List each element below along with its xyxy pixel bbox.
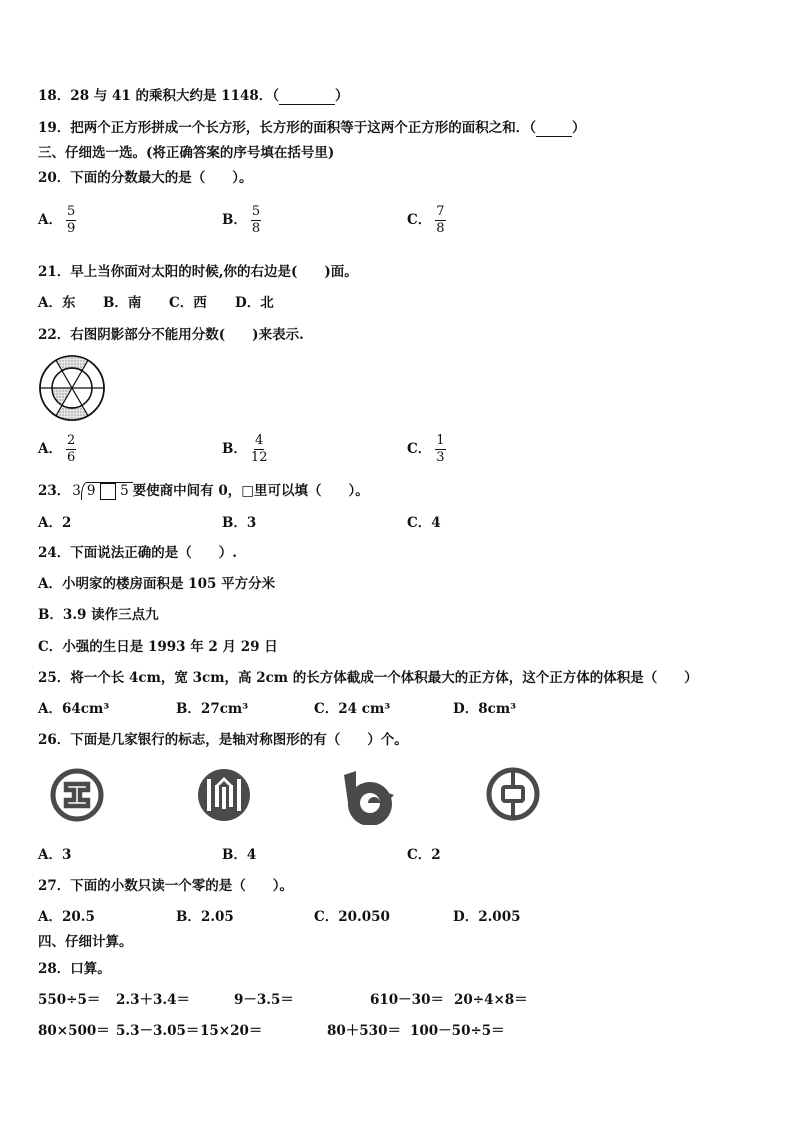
option-c[interactable]: [407, 205, 446, 236]
calc-item: 2.3＋3.4＝: [116, 992, 190, 1008]
option-text: 8cm³: [478, 701, 517, 717]
question-number: 26．: [38, 732, 71, 748]
question-number: 22．: [38, 327, 71, 343]
option-label: C．: [407, 441, 432, 457]
question-number: 18．: [38, 88, 71, 104]
calc-item: 9－3.5＝: [234, 992, 294, 1008]
question-number: 24．: [38, 545, 71, 561]
long-division-bracket: [81, 482, 133, 500]
option-text: 小强的生日是 1993 年 2 月 29 日: [62, 639, 278, 655]
option-text: 3: [61, 847, 72, 863]
option-label: A．: [38, 515, 62, 531]
option-label: B．: [222, 212, 247, 228]
fraction: [66, 205, 76, 236]
option-label: C．: [314, 909, 339, 925]
question-text: 28 与 41 的乘积大约是 1148．（: [70, 88, 279, 104]
question-text-end: ）: [335, 88, 349, 104]
bank-of-china-logo-icon: [484, 765, 542, 823]
option-text: 2: [61, 515, 72, 531]
bank-of-communications-logo-icon: [338, 765, 400, 825]
calc-item: 15×20＝: [200, 1023, 263, 1039]
denominator: 9: [66, 221, 76, 236]
option-b[interactable]: [103, 291, 141, 311]
option-a[interactable]: [38, 205, 76, 236]
section-4-title: 四、仔细计算。: [38, 934, 133, 950]
calc-item: 100－50÷5＝: [410, 1023, 505, 1039]
option-a[interactable]: [38, 572, 275, 592]
question-23: [38, 479, 369, 500]
option-label: D．: [453, 701, 479, 717]
question-number: 23．: [38, 483, 71, 499]
option-text: 2.05: [200, 909, 234, 925]
question-number: 19．: [38, 120, 71, 136]
option-d[interactable]: [235, 291, 274, 311]
numerator: 4: [255, 433, 264, 448]
option-c[interactable]: [407, 511, 441, 531]
option-c[interactable]: [314, 905, 390, 925]
option-text: 2.005: [478, 909, 521, 925]
option-text: 27cm³: [200, 701, 249, 717]
option-b[interactable]: [222, 511, 256, 531]
question-text: 右图阴影部分不能用分数( )来表示.: [70, 327, 304, 343]
option-text: 3.9 读作三点九: [62, 607, 159, 623]
option-label: C．: [407, 515, 432, 531]
option-label: A．: [38, 576, 62, 592]
option-b[interactable]: [222, 205, 261, 236]
option-b[interactable]: [176, 697, 248, 717]
denominator: 8: [251, 221, 261, 236]
option-text: 20.050: [338, 909, 390, 925]
option-label: D．: [235, 295, 261, 311]
option-b[interactable]: [38, 603, 159, 623]
question-text: 将一个长 4cm，宽 3cm，高 2cm 的长方体截成一个体积最大的正方体，这个正方体的体积是（ ）: [70, 670, 698, 686]
calc-item: 20÷4×8＝: [454, 992, 528, 1008]
dividend-digit: 9: [86, 483, 96, 499]
section-3-title: 三、仔细选一选。(将正确答案的序号填在括号里): [38, 145, 335, 161]
denominator: 3: [436, 450, 445, 465]
option-label: A．: [38, 701, 62, 717]
option-text: 3: [246, 515, 257, 531]
option-label: C．: [169, 295, 194, 311]
option-label: B．: [222, 515, 247, 531]
dividend-digit: 5: [120, 483, 129, 499]
option-b[interactable]: [176, 905, 234, 925]
denominator: 6: [66, 450, 76, 465]
option-label: B．: [176, 701, 201, 717]
numerator: 5: [251, 204, 261, 219]
option-text: 64cm³: [61, 701, 110, 717]
question-number: 28．: [38, 961, 71, 977]
question-text: 下面说法正确的是（ ）.: [70, 545, 237, 561]
answer-blank[interactable]: [279, 88, 335, 105]
option-d[interactable]: [453, 905, 521, 925]
question-25: [38, 666, 698, 686]
question-21: [38, 260, 358, 280]
option-label: B．: [103, 295, 128, 311]
numerator: 7: [436, 204, 445, 219]
fraction: [66, 434, 76, 465]
digit-box[interactable]: [100, 483, 116, 500]
option-label: D．: [453, 909, 479, 925]
calc-item: 80＋530＝: [327, 1023, 401, 1039]
option-label: B．: [222, 847, 247, 863]
option-text: 小明家的楼房面积是 105 平方分米: [61, 576, 276, 592]
calc-item: 550÷5＝: [38, 992, 101, 1008]
question-28: [38, 957, 111, 977]
option-label: A．: [38, 847, 62, 863]
option-text: 南: [127, 295, 142, 311]
calc-item: 5.3－3.05＝: [116, 1023, 200, 1039]
option-a[interactable]: [38, 511, 71, 531]
option-label: B．: [176, 909, 201, 925]
fraction: [251, 205, 261, 236]
denominator: 8: [436, 221, 445, 236]
question-text: 下面的小数只读一个零的是（ ）。: [70, 878, 294, 894]
calc-item: 610－30＝: [370, 992, 444, 1008]
option-text: 2: [431, 847, 441, 863]
question-24: [38, 541, 237, 561]
option-d[interactable]: [453, 697, 516, 717]
option-b[interactable]: [222, 434, 267, 465]
fraction: [435, 205, 445, 236]
option-text: 4: [431, 515, 441, 531]
question-text: 下面的分数最大的是（ ）。: [70, 170, 253, 186]
question-number: 25．: [38, 670, 71, 686]
option-text: 西: [193, 295, 207, 311]
question-text-end: ）: [572, 120, 586, 136]
question-text: 口算。: [70, 961, 111, 977]
question-text: 早上当你面对太阳的时候,你的右边是( )面。: [70, 264, 358, 280]
numerator: 1: [436, 433, 445, 448]
numerator: 5: [66, 204, 76, 219]
icbc-logo-icon: [49, 767, 105, 823]
option-c[interactable]: [407, 434, 446, 465]
question-27: [38, 874, 293, 894]
option-text: 4: [246, 847, 257, 863]
option-c[interactable]: [314, 697, 390, 717]
question-number: 20．: [38, 170, 71, 186]
question-26: [38, 728, 408, 748]
option-label: C．: [407, 847, 432, 863]
option-label: C．: [407, 212, 432, 228]
option-c[interactable]: [38, 635, 278, 655]
option-c[interactable]: [169, 291, 207, 311]
question-22: [38, 323, 304, 343]
option-label: A．: [38, 441, 62, 457]
fraction: [251, 434, 268, 465]
denominator: 12: [250, 450, 268, 465]
fraction: [435, 434, 445, 465]
option-text: 20.5: [61, 909, 95, 925]
option-label: B．: [222, 441, 247, 457]
question-text: 要使商中间有 0，□里可以填（ ）。: [132, 483, 369, 499]
option-text: 北: [260, 295, 274, 311]
option-label: A．: [38, 212, 62, 228]
option-c[interactable]: [407, 843, 441, 863]
question-20: [38, 166, 253, 186]
option-label: A．: [38, 909, 62, 925]
question-number: 27．: [38, 878, 71, 894]
citic-logo-icon: [194, 765, 254, 825]
option-b[interactable]: [222, 843, 256, 863]
option-a[interactable]: [38, 434, 76, 465]
option-a[interactable]: [38, 697, 109, 717]
option-label: C．: [38, 639, 63, 655]
numerator: 2: [66, 433, 76, 448]
option-text: 24 cm³: [338, 701, 391, 717]
answer-blank[interactable]: [536, 120, 572, 137]
question-text: 下面是几家银行的标志，是轴对称图形的有（ ）个。: [70, 732, 408, 748]
question-18: [38, 84, 349, 105]
option-text: 东: [61, 295, 76, 311]
question-19: [38, 116, 586, 137]
option-a[interactable]: [38, 905, 95, 925]
option-label: C．: [314, 701, 339, 717]
question-number: 21．: [38, 264, 71, 280]
option-a[interactable]: [38, 843, 71, 863]
option-a[interactable]: [38, 291, 75, 311]
option-label: B．: [38, 607, 63, 623]
shaded-circle-figure: [38, 354, 106, 426]
question-text: 把两个正方形拼成一个长方形，长方形的面积等于这两个正方形的面积之和．（: [70, 120, 537, 136]
divisor: 3: [72, 483, 81, 499]
option-label: A．: [38, 295, 62, 311]
calc-item: 80×500＝: [38, 1023, 110, 1039]
